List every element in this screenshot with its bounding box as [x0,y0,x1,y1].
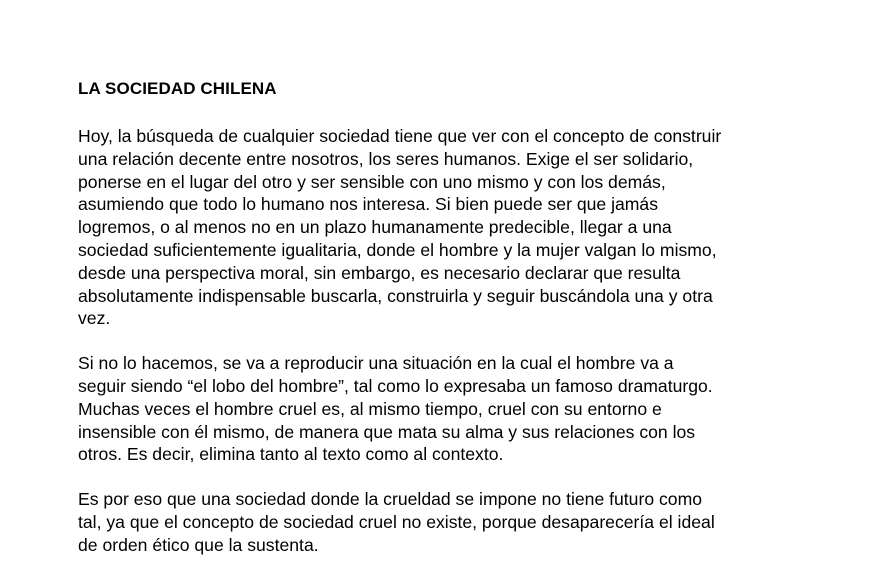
paragraph-line: Hoy, la búsqueda de cualquier sociedad tiene que ver con el concepto de construir [78,126,722,146]
paragraph-line: desde una perspectiva moral, sin embargo, es necesario declarar que resulta [78,262,681,283]
paragraph-line: Muchas veces el hombre cruel es, al mismo tiempo, cruel con su entorno e [78,398,662,419]
paragraph-line: Es por eso que una sociedad donde la crueldad se impone no tiene futuro como [78,489,703,510]
paragraph-line: logremos, o al menos no en un plazo humanamente predecible, llegar a una [78,217,672,238]
paragraph-line: Si no lo hacemos, se va a reproducir una situación en la cual el hombre va a [78,353,674,374]
paragraph-line: absolutamente indispensable buscarla, construirla y seguir buscándola una y otra [78,285,713,306]
paragraph-line: asumiendo que todo lo humano nos interesa. Si bien puede ser que jamás [78,194,659,215]
paragraph-line: tal, ya que el concepto de sociedad cruel no existe, porque desaparecería el ideal [78,511,715,532]
paragraph-line: vez. [78,308,111,329]
paragraph-line: insensible con él mismo, de manera que mata su alma y sus relaciones con los [78,421,696,442]
paragraph-line: otros. Es decir, elimina tanto al texto como al contexto. [78,444,504,465]
paragraph-line: seguir siendo “el lobo del hombre”, tal como lo expresaba un famoso dramaturgo. [78,375,713,396]
paragraph-line: una relación decente entre nosotros, los seres humanos. Exige el ser solidario, [78,148,694,169]
paragraph-line: ponerse en el lugar del otro y ser sensible con uno mismo y con los demás, [78,171,666,192]
paragraph-1 [78,125,808,330]
paragraph-line: sociedad suficientemente igualitaria, donde el hombre y la mujer valgan lo mismo, [78,239,717,260]
document-title: LA SOCIEDAD CHILENA [78,79,277,98]
paragraph-3 [78,488,808,556]
paragraph-line: de orden ético que la sustenta. [78,534,319,555]
paragraph-2 [78,352,808,466]
document-page [78,78,808,579]
